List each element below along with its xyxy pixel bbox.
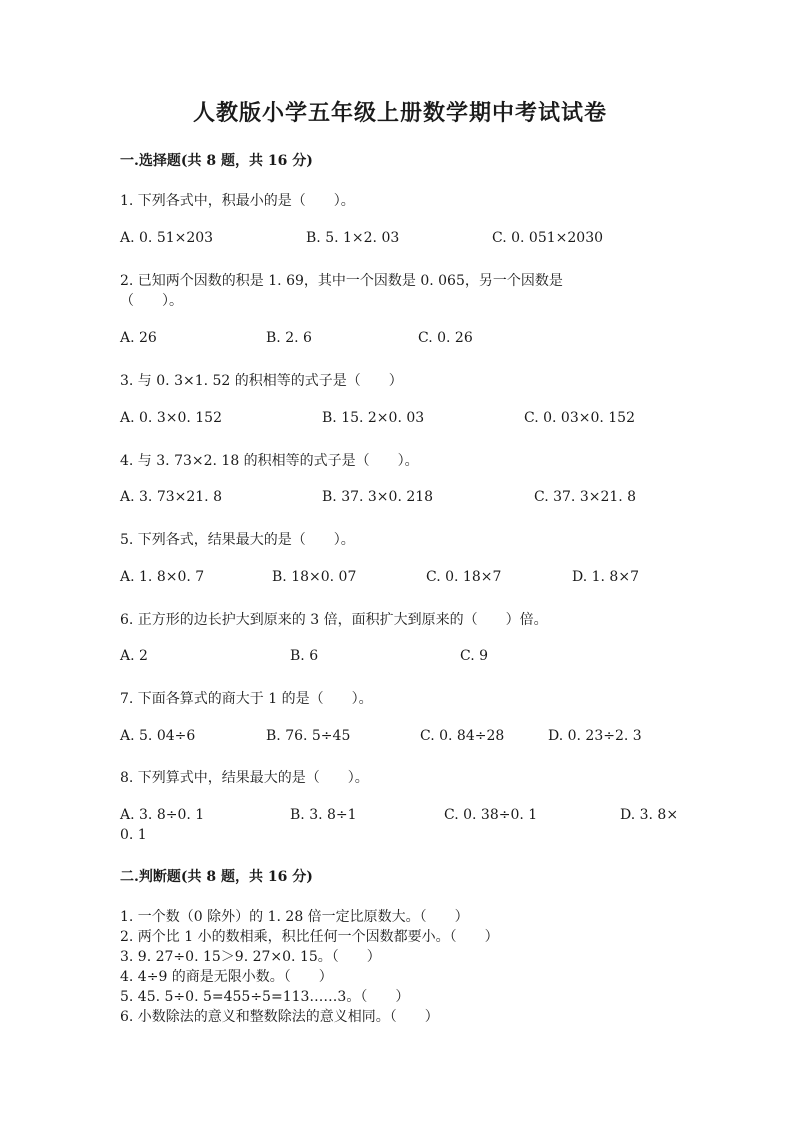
judgement-item: 3. 9. 27÷0. 15＞9. 27×0. 15。（ ） [120,949,381,965]
judgement-item: 1. 一个数（0 除外）的 1. 28 倍一定比原数大。（ ） [120,909,469,925]
question-option: B. 37. 3×0. 218 [322,489,434,505]
page-title: 人教版小学五年级上册数学期中考试试卷 [192,100,607,126]
question-option: C. 0. 26 [418,330,473,346]
question-option: A. 3. 8÷0. 1 [120,807,205,823]
judgement-item: 5. 45. 5÷0. 5=455÷5=113……3。（ ） [120,989,410,1005]
question-option: A. 0. 51×203 [120,230,214,246]
question-option: C. 0. 051×2030 [492,230,604,246]
question-option-wrap: 0. 1 [120,827,147,843]
question-option: A. 26 [120,330,157,346]
question-text: 4. 与 3. 73×2. 18 的积相等的式子是（ ）。 [120,453,419,469]
question-option: C. 9 [460,648,489,664]
question-option: A. 2 [120,648,148,664]
question-option: D. 3. 8× [620,807,679,823]
question-option: B. 76. 5÷45 [266,728,351,744]
question-text: 3. 与 0. 3×1. 52 的积相等的式子是（ ） [120,373,403,389]
judgement-item: 4. 4÷9 的商是无限小数。（ ） [120,969,333,985]
question-option: A. 0. 3×0. 152 [120,410,222,426]
question-option: B. 15. 2×0. 03 [322,410,425,426]
question-option: B. 18×0. 07 [272,569,357,585]
question-option: D. 1. 8×7 [572,569,639,585]
question-option: B. 2. 6 [266,330,312,346]
section-heading-choice: 一.选择题(共 8 题，共 16 分) [120,153,313,169]
question-text: 1. 下列各式中，积最小的是（ ）。 [120,193,355,209]
question-text: 7. 下面各算式的商大于 1 的是（ ）。 [120,691,373,707]
question-option: A. 3. 73×21. 8 [120,489,222,505]
question-option: B. 5. 1×2. 03 [306,230,400,246]
judgement-item: 6. 小数除法的意义和整数除法的意义相同。（ ） [120,1009,439,1025]
question-text: 5. 下列各式，结果最大的是（ ）。 [120,532,355,548]
question-text-continued: （ ）。 [120,293,183,309]
question-option: B. 3. 8÷1 [290,807,357,823]
question-option: C. 0. 84÷28 [420,728,505,744]
question-option: C. 0. 03×0. 152 [524,410,635,426]
question-option: A. 5. 04÷6 [120,728,196,744]
question-text: 8. 下列算式中，结果最大的是（ ）。 [120,770,369,786]
question-option: C. 0. 38÷0. 1 [444,807,538,823]
section-heading-judgement: 二.判断题(共 8 题，共 16 分) [120,869,313,885]
question-text: 2. 已知两个因数的积是 1. 69，其中一个因数是 0. 065，另一个因数是 [120,273,563,289]
question-option: B. 6 [290,648,319,664]
judgement-item: 2. 两个比 1 小的数相乘，积比任何一个因数都要小。（ ） [120,929,499,945]
question-option: D. 0. 23÷2. 3 [548,728,642,744]
question-option: C. 0. 18×7 [426,569,502,585]
question-option: A. 1. 8×0. 7 [120,569,205,585]
question-text: 6. 正方形的边长护大到原来的 3 倍，面积扩大到原来的（ ）倍。 [120,612,548,628]
question-option: C. 37. 3×21. 8 [534,489,637,505]
